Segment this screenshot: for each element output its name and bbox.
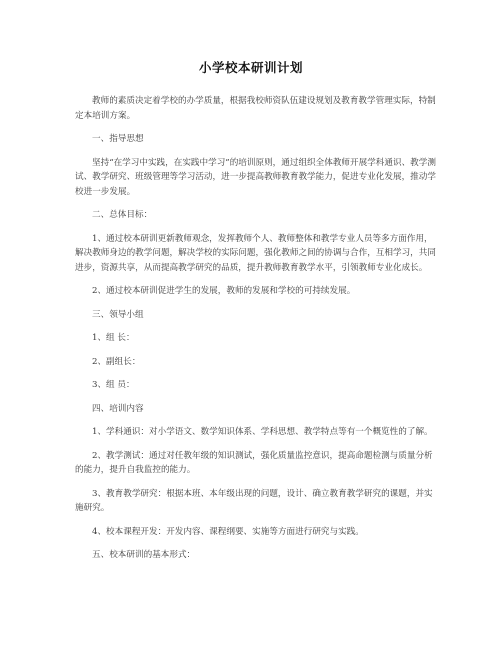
content-item-4: 4、校本课程开发：开发内容、课程纲要、实施等方面进行研究与实践。 [92,526,364,537]
intro-paragraph: 教师的素质决定着学校的办学质量，根据我校师资队伍建设规划及教育教学管理实际，特制定本培训方案。 [75,96,436,121]
section-heading-leadership-group: 三、领导小组 [92,309,144,320]
content-item-1: 1、学科通识：对小学语文、数学知识体系、学科思想、教学特点等有一个概览性的了解。 [92,427,433,437]
leadership-deputy: 2、副组长： [92,356,141,367]
leadership-leader: 1、组 长： [92,333,135,343]
guiding-principle-paragraph: 坚持“在学习中实践，在实践中学习”的培训原则，通过组织全体教师开展学科通识、教学测试、教学研究、班级管理等学习活动，进一步提高教师教育教学能力，促进专业化发展，推动学校进一步发展。 [75,157,436,197]
section-heading-overall-goals: 二、总体目标： [92,210,153,220]
content-item-2: 2、教学测试：通过对任教年级的知识测试，强化质量监控意识，提高命题检测与质量分析的能力，提升自我监控的能力。 [75,450,433,475]
content-item-3: 3、教育教学研究：根据本班、本年级出现的问题，设计、确立教育教学研究的课题，并实施研究。 [75,488,433,513]
section-heading-guiding-principle: 一、指导思想 [92,134,144,144]
document-body [75,94,437,572]
goal-item-2: 2、通过校本研训促进学生的发展，教师的发展和学校的可持续发展。 [92,286,356,296]
document-title: 小学校本研训计划 [198,60,303,75]
section-heading-training-content: 四、培训内容 [92,403,144,414]
goal-item-1: 1、通过校本研训更新教师观念，发挥教师个人、教师整体和教学专业人员等多方面作用，解决教师身边的教学问题，解决学校的实际问题，强化教师之间的协调与合作，互相学习，共同进步，资源共享，从而提高教学研究的品质，提升教师教育教学水平，引领教师专业化成长。 [75,233,436,273]
section-heading-basic-forms: 五、校本研训的基本形式： [92,550,196,560]
leadership-members: 3、组 员： [92,380,135,390]
